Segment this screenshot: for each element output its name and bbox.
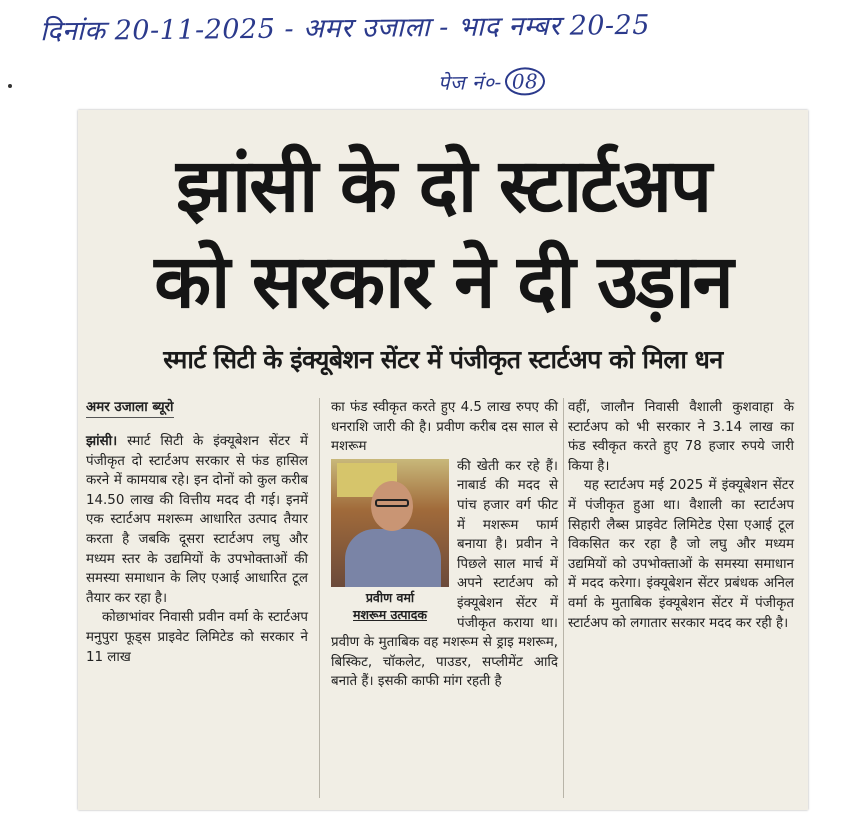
handwritten-page-label: पेज नं०- (437, 69, 503, 95)
article-paragraph: यह स्टार्टअप मई 2025 में इंक्यूबेशन सेंटर में पंजीकृत हुआ था। वैशाली का स्टार्टअप सिहारी लैब्स प्राइवेट लिमिटेड ऐसा एआई टूल विकसित कर रहा है जो लघु और मध्यम उद्यमियों को उपभोक्ताओं के समस्या समाधान में मदद करेगा। इंक्यूबेशन सेंटर प्रबंधक अनिल वर्मा के मुताबिक इंक्यूबेशन सेंटर में पंजीकृत स्टार्टअप को लगातार सरकार मदद कर रही है। (568, 478, 794, 631)
article-paragraph: कोछाभांवर निवासी प्रवीन वर्मा के स्टार्टअप मनुपुरा फूड्स प्राइवेट लिमिटेड को सरकार ने 11 लाख (86, 610, 308, 665)
subheadline: स्मार्ट सिटी के इंक्यूबेशन सेंटर में पंजीकृत स्टार्टअप को मिला धन (163, 345, 723, 374)
byline: अमर उजाला ब्यूरो (86, 398, 174, 418)
photo-caption (331, 587, 449, 623)
article-paragraph: की खेती कर रहे हैं। नाबार्ड की मदद से पांच हजार वर्ग फीट में मशरूम फार्म बनाया है। प्रवीन ने पिछले साल मार्च में अपने स्टार्टअप को इंक्यूबेशन सेंटर में पंजीकृत कराया था। प्रवीण के मुताबिक वह मशरूम से ड्राइ मशरूम, बिस्किट, चॉकलेट, पाउडर, सप्लीमेंट आदि बनाते हैं। इसकी काफी मांग रहती है (331, 458, 558, 690)
headline-line-2: को सरकार ने दी उड़ान (154, 239, 732, 325)
column-divider (319, 398, 320, 798)
handwritten-page-note (438, 67, 546, 97)
article-column-1 (86, 398, 308, 667)
handwritten-date-note: दिनांक 20-11-2025 - अमर उजाला - भाद नम्बर 20-25 (39, 9, 651, 48)
ink-mark (8, 84, 12, 88)
portrait-photo (331, 459, 449, 587)
article-text: स्मार्ट सिटी के इंक्यूबेशन सेंटर में पंजीकृत दो स्टार्टअप सरकार से फंड हासिल करने में कामयाब रहे। इन दोनों को कुल करीब 14.50 लाख की वित्तीय मदद दी गई। इनमें एक स्टार्टअप मशरूम आधारित उत्पाद तैयार करता है जबकि दूसरा स्टार्टअप लघु और मध्यम स्तर के उद्यमियों के उपभोक्ताओं की समस्या समाधान के लिए एआई आधारित टूल तैयार कर रहा है। (86, 434, 308, 606)
article-column-2 (331, 398, 558, 692)
photo-caption-name: प्रवीण वर्मा (365, 589, 415, 605)
headline-line-1: झांसी के दो स्टार्टअप (176, 143, 710, 229)
photo-caption-role: मशरूम उत्पादक (353, 606, 427, 622)
article-paragraph (86, 432, 308, 608)
photo-person-glasses (375, 499, 409, 507)
column-divider (563, 398, 564, 798)
dateline: झांसी। (86, 434, 118, 449)
photo-block (331, 459, 449, 623)
article-column-3 (568, 398, 794, 633)
photo-person-torso (345, 529, 441, 587)
newspaper-clipping (78, 110, 808, 810)
handwritten-page-number: 08 (505, 67, 546, 96)
article-paragraph: वहीं, जालौन निवासी वैशाली कुशवाहा के स्टार्टअप को भी सरकार ने 3.14 लाख का फंड स्वीकृत करते हुए 78 हजार रुपये जारी किया है। (568, 400, 794, 474)
article-paragraph: का फंड स्वीकृत करते हुए 4.5 लाख रुपए की धनराशि जारी की है। प्रवीण करीब दस साल से मशरूम (331, 400, 558, 455)
